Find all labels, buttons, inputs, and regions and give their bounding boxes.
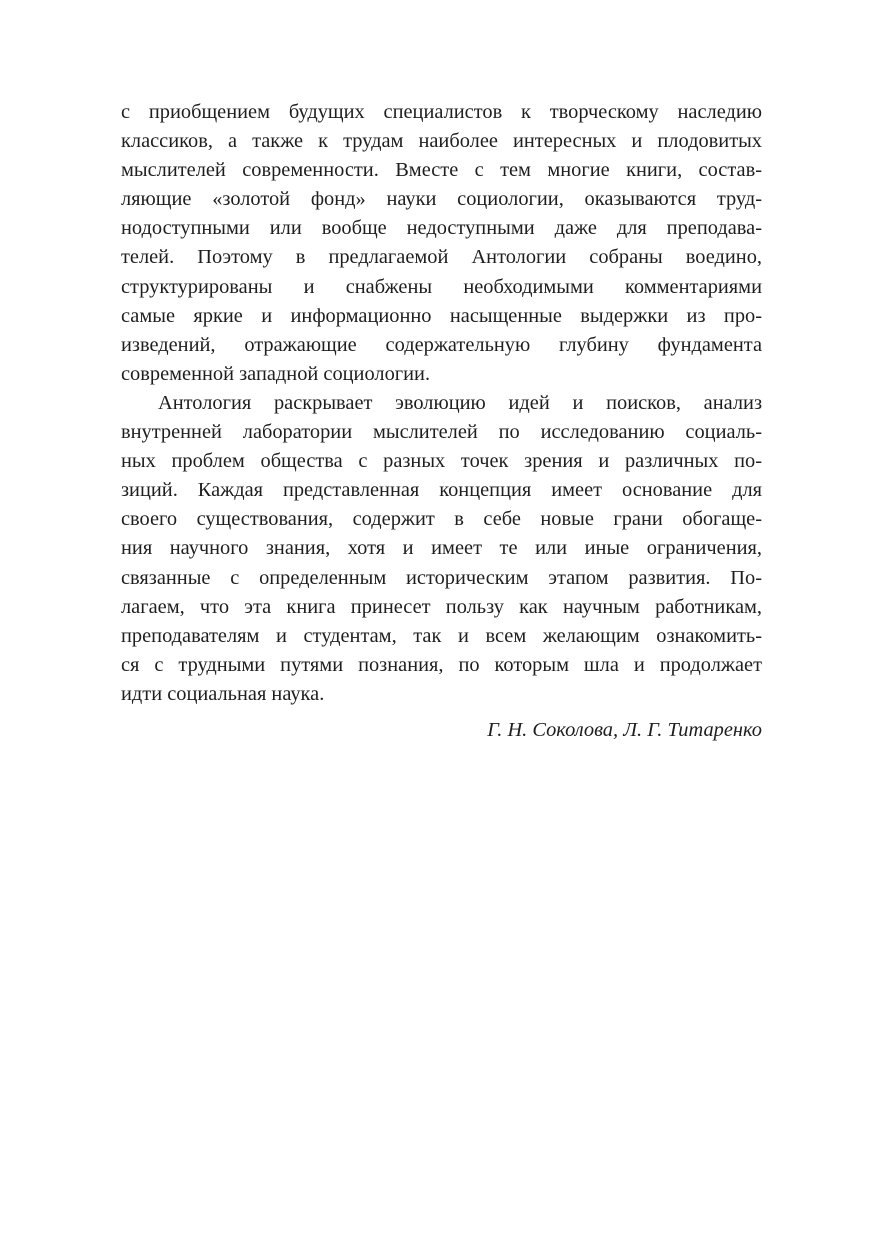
text-line: своего существования, содержит в себе новые грани обогаще- — [121, 508, 762, 531]
text-line: ных проблем общества с разных точек зрения и различных по- — [121, 450, 762, 473]
text-line: нодоступными или вообще недоступными даже для преподава- — [121, 217, 762, 240]
text-line: самые яркие и информационно насыщенные выдержки из про- — [121, 304, 762, 327]
text-line: зиций. Каждая представленная концепция имеет основание для — [121, 479, 762, 502]
author-signature: Г. Н. Соколова, Л. Г. Титаренко — [487, 718, 762, 741]
text-line: с приобщением будущих специалистов к творческому наследию — [121, 101, 762, 123]
page-text-block — [121, 98, 762, 745]
text-line: современной западной социологии. — [121, 362, 431, 385]
text-line: лагаем, что эта книга принесет пользу как научным работникам, — [121, 595, 762, 618]
text-line: идти социальная наука. — [121, 682, 325, 705]
text-line: преподавателям и студентам, так и всем желающим ознакомить- — [121, 624, 762, 647]
paragraph-1 — [121, 98, 762, 389]
text-line: Антология раскрывает эволюцию идей и поисков, анализ — [158, 391, 762, 414]
text-line: классиков, а также к трудам наиболее интересных и плодовитых — [121, 130, 762, 153]
text-line: телей. Поэтому в предлагаемой Антологии собраны воедино, — [121, 246, 762, 269]
text-line: ния научного знания, хотя и имеет те или иные ограничения, — [121, 537, 762, 560]
text-line: внутренней лаборатории мыслителей по исследованию социаль- — [121, 421, 762, 444]
text-line: ся с трудными путями познания, по которым шла и продолжает — [121, 653, 762, 676]
text-line: ляющие «золотой фонд» науки социологии, оказываются труд- — [121, 188, 762, 211]
text-line: мыслителей современности. Вместе с тем многие книги, состав- — [121, 159, 762, 182]
text-line: структурированы и снабжены необходимыми комментариями — [121, 275, 762, 298]
text-line: изведений, отражающие содержательную глубину фундамента — [121, 333, 762, 356]
text-line: связанные с определенным историческим этапом развития. По- — [121, 566, 762, 589]
paragraph-2 — [121, 389, 762, 709]
